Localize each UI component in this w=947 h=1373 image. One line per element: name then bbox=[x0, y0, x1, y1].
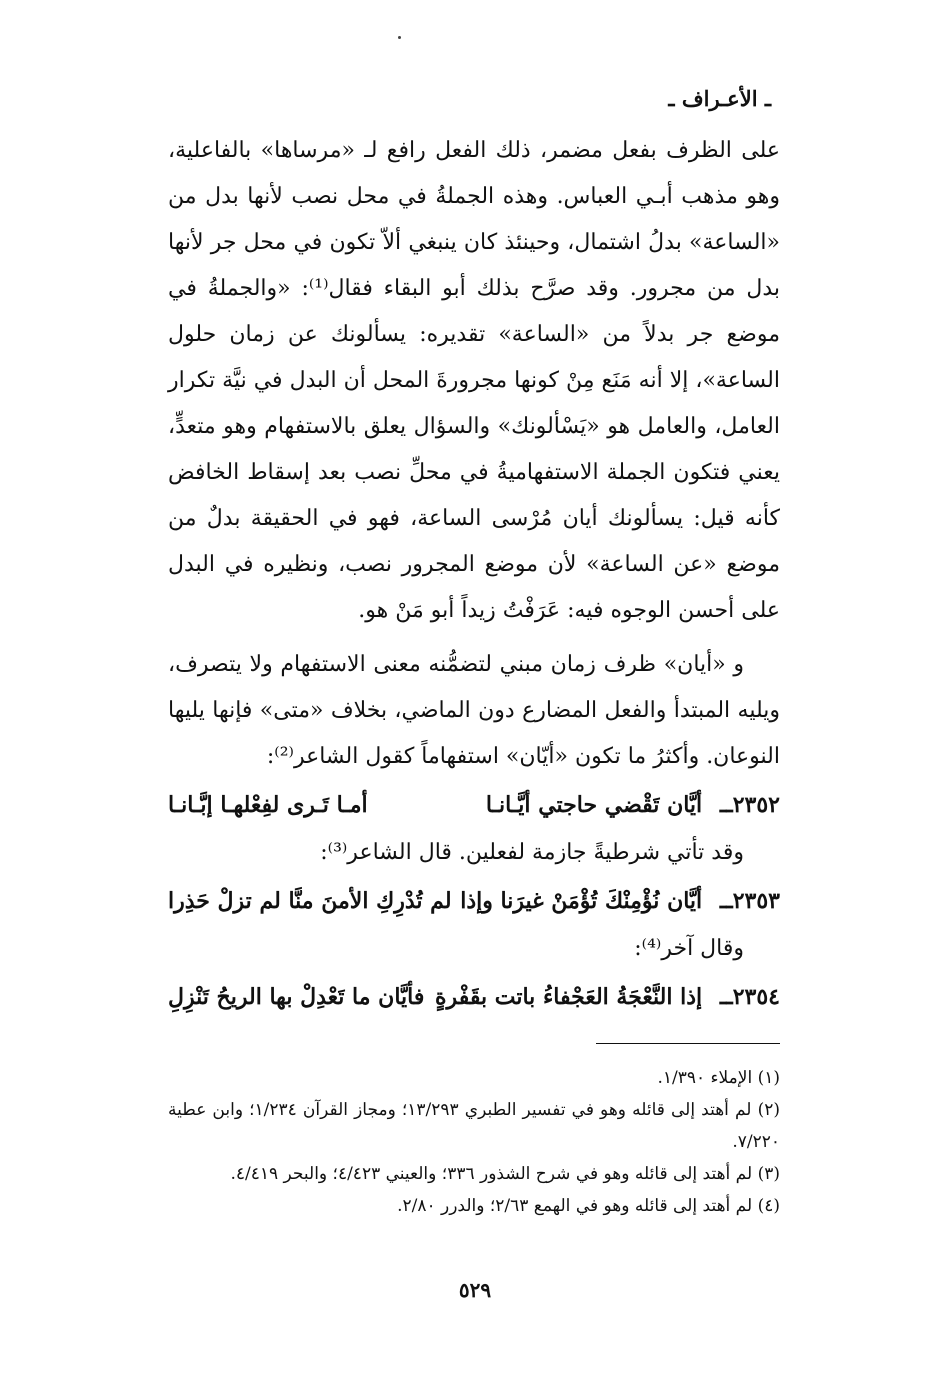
verse-number: ٢٣٥٤ــ bbox=[719, 984, 780, 1010]
verse-intro-2354: وقال آخر⁽⁴⁾: bbox=[634, 936, 744, 961]
paragraph-1: على الظرف بفعل مضمر، ذلك الفعل رافع لـ «مرساها» بالفاعلية، وهو مذهب أبـي العباس. وهذه الجملةُ في محل نصب لأنها بدل من «الساعة» بدلُ اشتمال، وحينئذ كان ينبغي ألاّ تكون في محل جر لأنها بدل من مجرور. وقد صرَّح بذلك أبو البقاء فقال⁽¹⁾: «والجملةُ في موضع جر بدلاً من «الساعة» تقديره: يسألونك عن زمان حلول الساعة»، إلا أنه مَنَع مِنْ كونها مجرورةَ المحل أن البدل في نيَّة تكرار العامل، والعامل هو «يَسْألونك» والسؤال يعلق بالاستفهام وهو متعدٍّ، يعني فتكون الجملة الاستفهاميةُ في محلِّ نصب بعد إسقاط الخافض كأنه قيل: يسألونك أيان مُرْسى الساعة، فهو في الحقيقة بدلٌ من موضع «عن الساعة» لأن موضع المجرور نصب، ونظيره في البدل على أحسن الوجوه فيه: عَرَفْتُ زيداً أبو مَنْ هو. bbox=[168, 138, 780, 623]
verse-number: ٢٣٥٢ــ bbox=[719, 792, 780, 818]
footnote-3: (٣) لم أهتد إلى قائله وهو في شرح الشذور ٣٣٦؛ والعيني ٤/٤٢٣؛ والبحر ٤/٤١٩. bbox=[230, 1164, 780, 1184]
footnote-4: (٤) لم أهتد إلى قائله وهو في الهمع ٢/٦٣؛ والدرر ٢/٨٠. bbox=[397, 1196, 780, 1216]
footnote-separator bbox=[596, 1043, 780, 1044]
footnotes bbox=[168, 1062, 780, 1222]
verse-hemistich-second: فأيَّان ما تَعْدِلْ بها الريحُ تَنْزِلِ bbox=[168, 984, 425, 1010]
main-text bbox=[168, 128, 780, 1022]
verse-hemistich-first: أيَّان تَقْضي حاجتي أيَّـانـا bbox=[485, 792, 703, 818]
verse-hemistich-second: أمـا تَـرى لفِعْلهـا إبَّـانـا bbox=[168, 792, 368, 818]
page-number: ٥٢٩ bbox=[458, 1278, 492, 1302]
verse-2353 bbox=[168, 876, 780, 926]
verse-2352 bbox=[168, 780, 780, 830]
verse-intro-2353: وقد تأتي شرطيةً جازمة لفعلين. قال الشاعر⁽³⁾: bbox=[320, 840, 744, 865]
footnote-2: (٢) لم أهتد إلى قائله وهو في تفسير الطبري ١٣/٢٩٣؛ ومجاز القرآن ١/٢٣٤؛ وابن عطية ٧/٢٢٠. bbox=[168, 1100, 781, 1152]
verse-hemistich-second: لم تُدْرِكِ الأمنَ منَّا لم تزلْ حَذِرا bbox=[168, 888, 452, 914]
verse-number: ٢٣٥٣ــ bbox=[719, 888, 780, 914]
paragraph-2: و «أيان» ظرف زمان مبني لتضمُّنه معنى الاستفهام ولا يتصرف، ويليه المبتدأ والفعل المضارع دون الماضي، بخلاف «متى» فإنها يليها النوعان. وأكثرُ ما تكون «أيّان» استفهاماً كقول الشاعر⁽²⁾: bbox=[168, 652, 780, 769]
verse-hemistich-first: أيَّان نُؤْمِنْكَ تُؤْمَنْ غيرَنا وإذا bbox=[460, 888, 703, 914]
footnote-1: (١) الإملاء ١/٣٩٠. bbox=[657, 1068, 780, 1088]
scan-speck bbox=[398, 36, 401, 39]
running-header: ـ الأعـراف ـ bbox=[668, 86, 771, 111]
verse-2354 bbox=[168, 972, 780, 1022]
verse-hemistich-first: إذا النَّعْجَةُ العَجْفاءُ باتت بقَفْرةٍ bbox=[435, 984, 703, 1010]
